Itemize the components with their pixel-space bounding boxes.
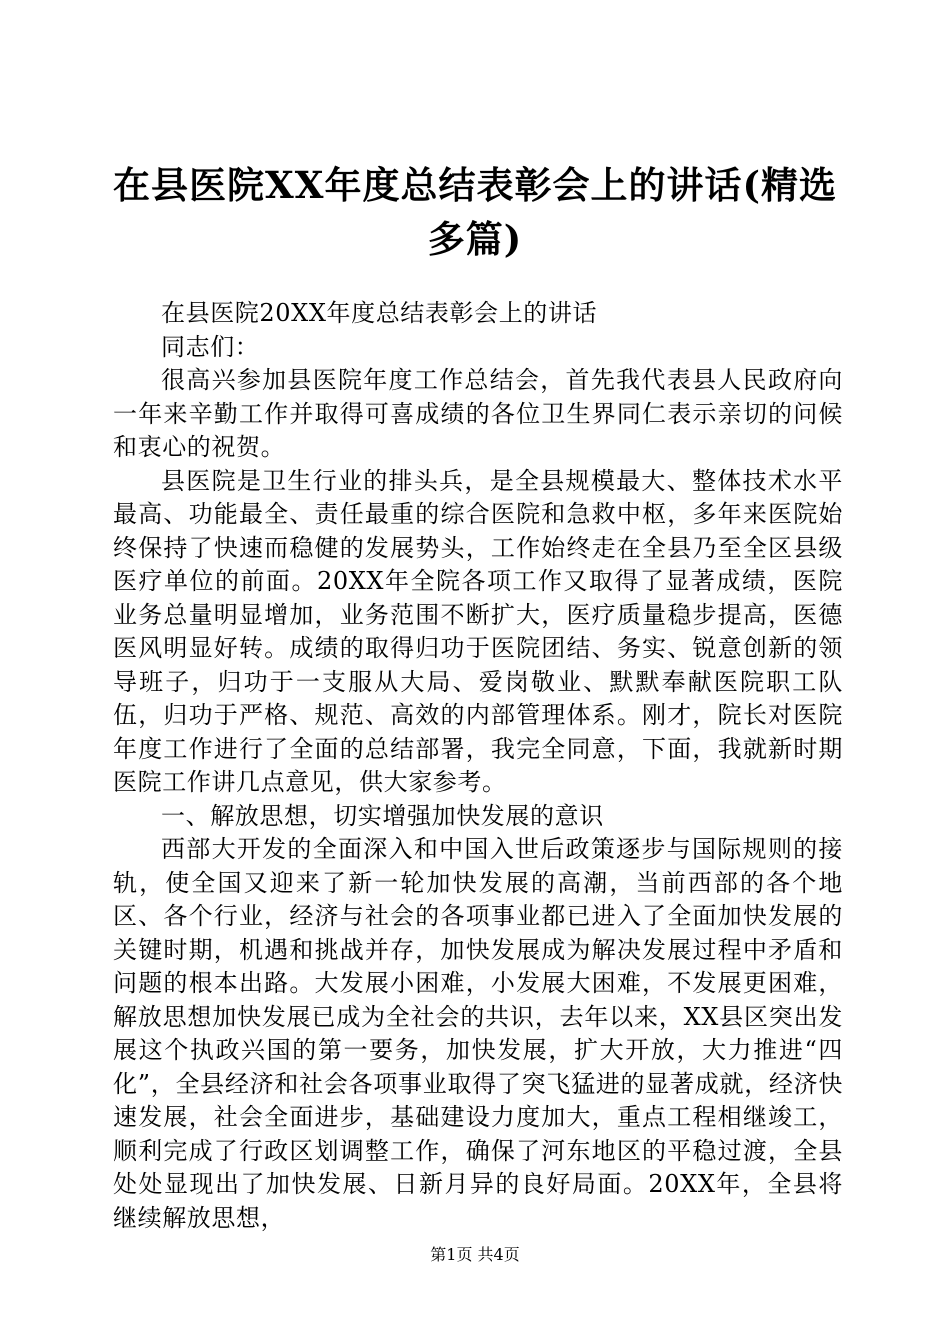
body-paragraph: 县医院是卫生行业的排头兵，是全县规模最大、整体技术水平最高、功能最全、责任最重的综合医院和急救中枢，多年来医院始终保持了快速而稳健的发展势头，工作始终走在全县乃至全区县级医疗单位的前面。20XX年全院各项工作又取得了显著成绩，医院业务总量明显增加，业务范围不断扩大，医疗质量稳步提高，医德医风明显好转。成绩的取得归功于医院团结、务实、锐意创新的领导班子，归功于一支服从大局、爱岗敬业、默默奉献医院职工队伍，归功于严格、规范、高效的内部管理体系。刚才，院长对医院年度工作进行了全面的总结部署，我完全同意，下面，我就新时期医院工作讲几点意见，供大家参考。 (113, 466, 843, 796)
section-heading: 一、解放思想，切实增强加快发展的意识 (161, 801, 604, 830)
salutation-paragraph: 同志们： (161, 332, 260, 361)
document-title: 在县医院XX年度总结表彰会上的讲话(精选多篇) (113, 163, 837, 261)
body-paragraph: 很高兴参加县医院年度工作总结会，首先我代表县人民政府向一年来辛勤工作并取得可喜成绩的各位卫生界同仁表示亲切的问候和衷心的祝贺。 (113, 366, 843, 461)
body-paragraph: 西部大开发的全面深入和中国入世后政策逐步与国际规则的接轨，使全国又迎来了新一轮加快发展的高潮，当前西部的各个地区、各个行业，经济与社会的各项事业都已进入了全面加快发展的关键时期，机遇和挑战并存，加快发展成为解决发展过程中矛盾和问题的根本出路。大发展小困难，小发展大困难，不发展更困难，解放思想加快发展已成为全社会的共识，去年以来，XX县区突出发展这个执政兴国的第一要务，加快发展，扩大开放，大力推进“四化”，全县经济和社会各项事业取得了突飞猛进的显著成就，经济快速发展，社会全面进步，基础建设力度加大，重点工程相继竣工，顺利完成了行政区划调整工作，确保了河东地区的平稳过渡，全县处处显现出了加快发展、日新月异的良好局面。20XX年，全县将继续解放思想， (113, 835, 843, 1232)
subtitle-paragraph: 在县医院20XX年度总结表彰会上的讲话 (161, 299, 598, 327)
document-body (113, 297, 843, 1235)
page-footer: 第1页 共4页 (430, 1245, 520, 1264)
